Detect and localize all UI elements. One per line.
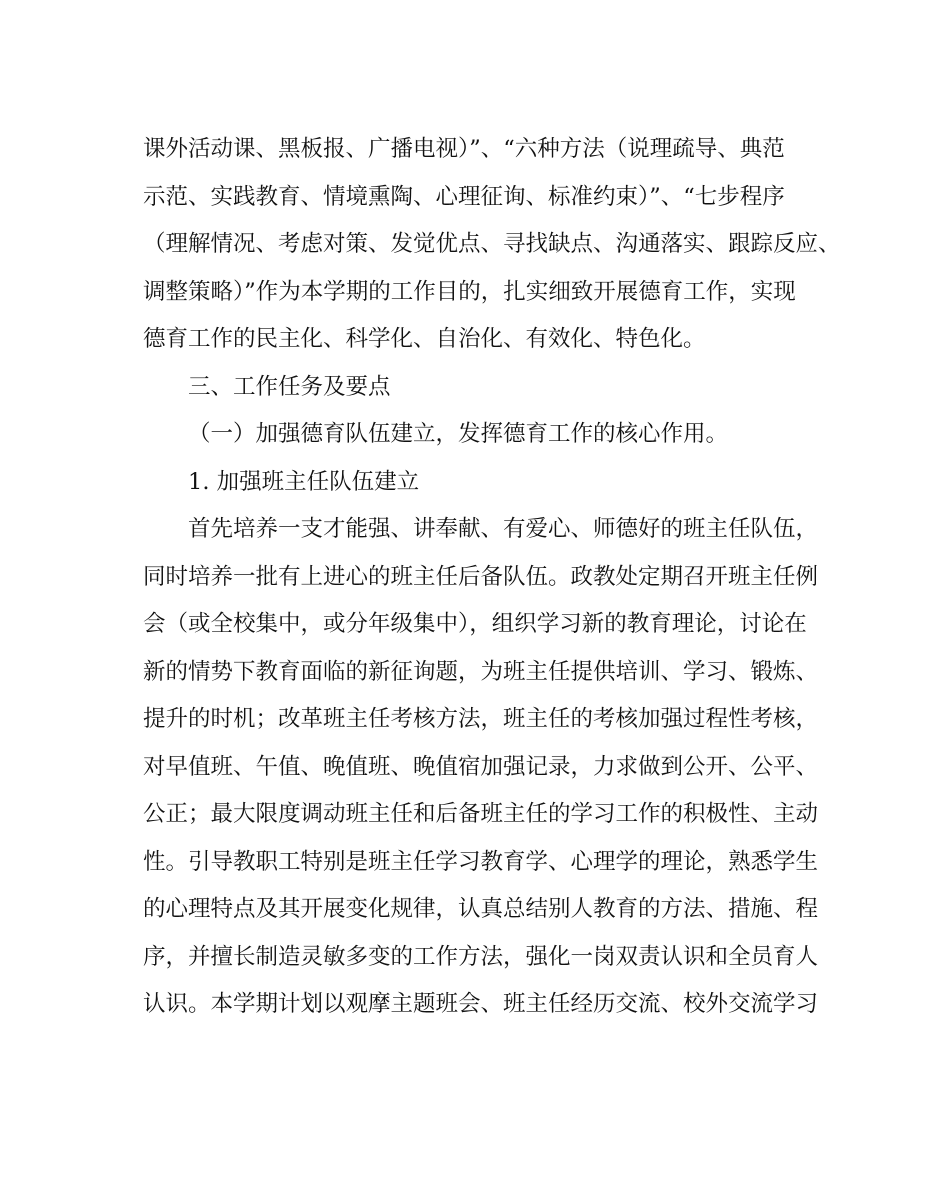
- text-line: 公正；最大限度调动班主任和后备班主任的学习工作的积极性、主动: [143, 801, 819, 827]
- text-line: 序，并擅长制造灵敏多变的工作方法，强化一岗双责认识和全员育人: [143, 943, 819, 970]
- text-line: 的心理特点及其开展变化规律，认真总结别人教育的方法、措施、程: [143, 896, 819, 922]
- text-line: 性。引导教职工特别是班主任学习教育学、心理学的理论，熟悉学生: [143, 848, 819, 875]
- text-line: 同时培养一批有上进心的班主任后备队伍。政教处定期召开班主任例: [143, 563, 819, 590]
- text-line: 德育工作的民主化、科学化、自治化、有效化、特色化。: [143, 326, 706, 352]
- text-line: 认识。本学期计划以观摩主题班会、班主任经历交流、校外交流学习: [143, 991, 819, 1017]
- text-line: 调整策略）”作为本学期的工作目的，扎实细致开展德育工作，实现: [143, 278, 796, 305]
- text-line: （理解情况、考虑对策、发觉优点、寻找缺点、沟通落实、跟踪反应、: [143, 231, 841, 257]
- item-heading: 1. 加强班主任队伍建立: [188, 468, 420, 495]
- text-line: 提升的时机；改革班主任考核方法，班主任的考核加强过程性考核，: [143, 706, 819, 732]
- subsection-heading: （一）加强德育队伍建立，发挥德育工作的核心作用。: [188, 421, 729, 447]
- section-heading: 三、工作任务及要点: [188, 373, 391, 400]
- text-line: 对早值班、午值、晚值班、晚值宿加强记录，力求做到公开、公平、: [143, 753, 819, 780]
- text-line: 课外活动课、黑板报、广播电视）”、“六种方法（说理疏导、典范: [143, 136, 785, 162]
- text-line: 示范、实践教育、情境熏陶、心理征询、标准约束）”、“七步程序: [143, 183, 785, 210]
- text-line: 会（或全校集中，或分年级集中），组织学习新的教育理论，讨论在: [143, 611, 807, 637]
- text-line: 新的情势下教育面临的新征询题，为班主任提供培训、学习、锻炼、: [143, 658, 819, 685]
- paragraph-first-line: 首先培养一支才能强、讲奉献、有爱心、师德好的班主任队伍，: [188, 516, 819, 542]
- body-text: [143, 126, 841, 1029]
